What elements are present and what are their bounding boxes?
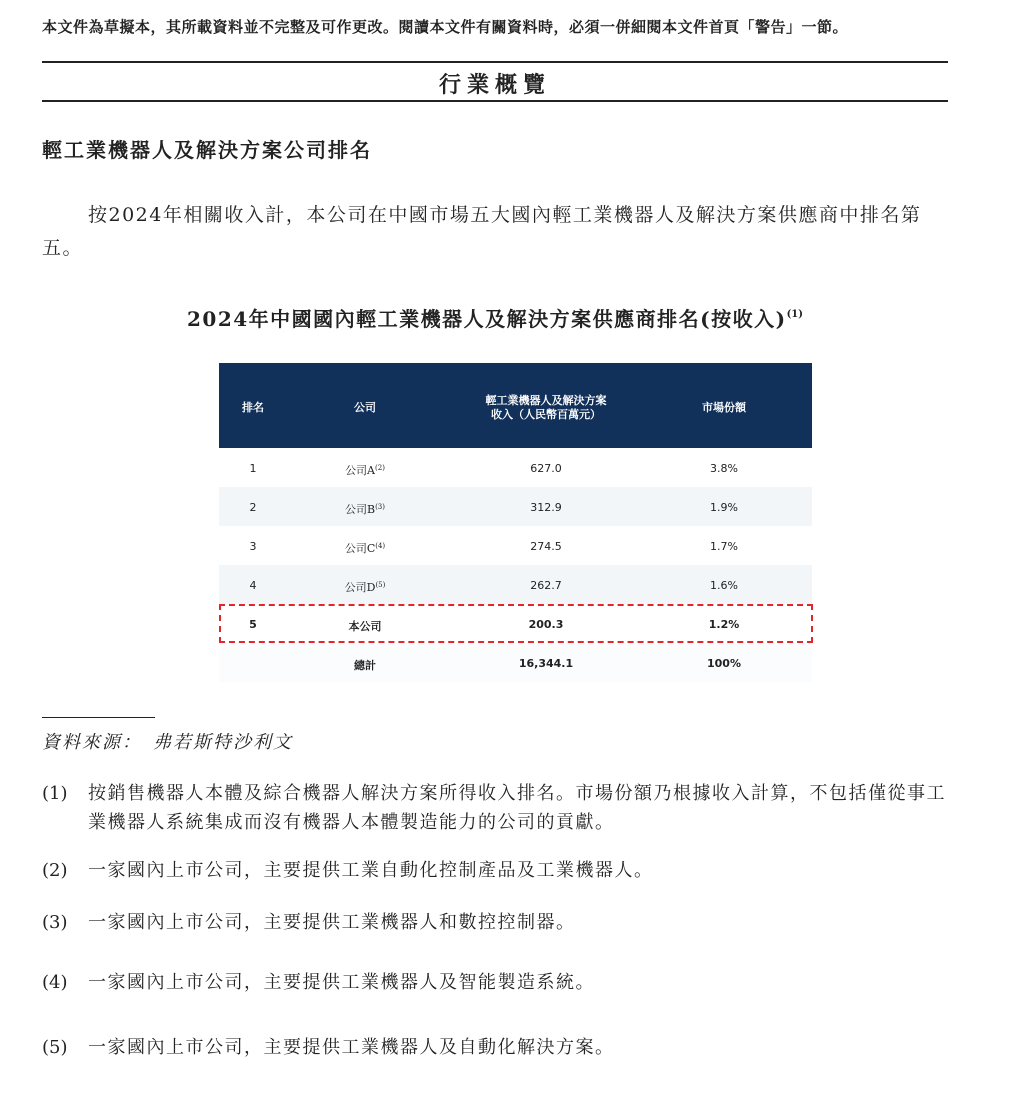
row-company xyxy=(287,579,443,595)
header-bottom-rule xyxy=(42,100,948,102)
footnote xyxy=(42,968,952,997)
row-rank: 5 xyxy=(249,618,257,631)
row-share: 1.9% xyxy=(710,501,738,514)
table-title-note-ref: (1) xyxy=(786,309,803,320)
table-row xyxy=(219,487,812,526)
table-header xyxy=(219,363,812,448)
company-name: 本公司 xyxy=(348,620,382,633)
row-revenue: 262.7 xyxy=(530,579,562,592)
header-revenue-line1: 輕工業機器人及解決方案 xyxy=(485,394,607,407)
row-company xyxy=(287,540,443,556)
company-note-ref: (3) xyxy=(375,503,385,511)
company-name: 公司D xyxy=(344,581,376,594)
footnote-number: (2) xyxy=(42,860,68,881)
row-company xyxy=(287,462,443,478)
row-rank: 3 xyxy=(249,540,257,553)
footnote-text: 一家國內上市公司，主要提供工業自動化控制產品及工業機器人。 xyxy=(88,860,654,881)
row-rank: 4 xyxy=(249,579,257,592)
section-title: 行業概覽 xyxy=(438,72,551,98)
footnote xyxy=(42,908,952,937)
company-name: 公司A xyxy=(345,464,376,477)
subheading: 輕工業機器人及解決方案公司排名 xyxy=(42,138,372,162)
row-share: 1.6% xyxy=(710,579,738,592)
row-revenue: 274.5 xyxy=(530,540,562,553)
footnote-number: (1) xyxy=(42,783,68,804)
draft-disclaimer: 本文件為草擬本，其所載資料並不完整及可作更改。閱讀本文件有關資料時，必須一併細閱本文件首頁「警告」一節。 xyxy=(42,18,849,36)
row-revenue: 312.9 xyxy=(530,501,562,514)
table-total-row xyxy=(219,643,812,682)
table-row xyxy=(219,448,812,487)
company-note-ref: (5) xyxy=(375,581,386,589)
header-company: 公司 xyxy=(354,401,376,414)
footnote xyxy=(42,1033,952,1062)
footnote-text: 一家國內上市公司，主要提供工業機器人及自動化解決方案。 xyxy=(88,1037,615,1058)
row-share: 1.7% xyxy=(710,540,738,553)
footnote xyxy=(42,779,952,837)
company-note-ref: (4) xyxy=(375,542,386,550)
footnote-text: 按銷售機器人本體及綜合機器人解決方案所得收入排名。市場份額乃根據收入計算，不包括僅從事工業機器人系統集成而沒有機器人本體製造能力的公司的貢獻。 xyxy=(88,783,946,833)
total-revenue: 16,344.1 xyxy=(518,657,574,670)
row-revenue: 627.0 xyxy=(530,462,562,475)
company-name: 公司C xyxy=(344,542,376,555)
row-rank: 1 xyxy=(249,462,257,475)
row-company xyxy=(287,501,443,517)
table-row xyxy=(219,526,812,565)
table-row xyxy=(219,565,812,604)
footnote-number: (5) xyxy=(42,1037,68,1058)
row-company xyxy=(287,618,443,634)
row-share: 3.8% xyxy=(710,462,738,475)
body-paragraph: 按2024年相關收入計，本公司在中國市場五大國內輕工業機器人及解決方案供應商中排名第五。 xyxy=(42,204,922,259)
company-name: 公司B xyxy=(344,503,376,516)
header-top-rule xyxy=(42,61,948,63)
row-rank: 2 xyxy=(249,501,257,514)
ranking-table xyxy=(219,363,812,682)
source-rule xyxy=(42,717,155,718)
source-line: 資料來源： 弗若斯特沙利文 xyxy=(42,732,293,753)
footnote-text: 一家國內上市公司，主要提供工業機器人和數控控制器。 xyxy=(88,912,576,933)
header-revenue xyxy=(443,394,649,422)
header-revenue-line2: 收入（人民幣百萬元） xyxy=(491,408,601,421)
table-title xyxy=(42,303,948,332)
header-rank: 排名 xyxy=(242,401,264,414)
company-note-ref: (2) xyxy=(375,464,385,472)
footnote-number: (4) xyxy=(42,972,68,993)
footnote xyxy=(42,856,952,885)
total-label: 總計 xyxy=(354,659,376,672)
table-title-text: 2024年中國國內輕工業機器人及解決方案供應商排名(按收入) xyxy=(186,307,787,331)
row-share: 1.2% xyxy=(708,618,740,631)
header-share: 市場份額 xyxy=(702,401,746,414)
total-share: 100% xyxy=(707,657,741,670)
footnote-number: (3) xyxy=(42,912,68,933)
table-row-highlighted xyxy=(219,604,812,643)
row-revenue: 200.3 xyxy=(528,618,564,631)
footnote-text: 一家國內上市公司，主要提供工業機器人及智能製造系統。 xyxy=(88,972,595,993)
